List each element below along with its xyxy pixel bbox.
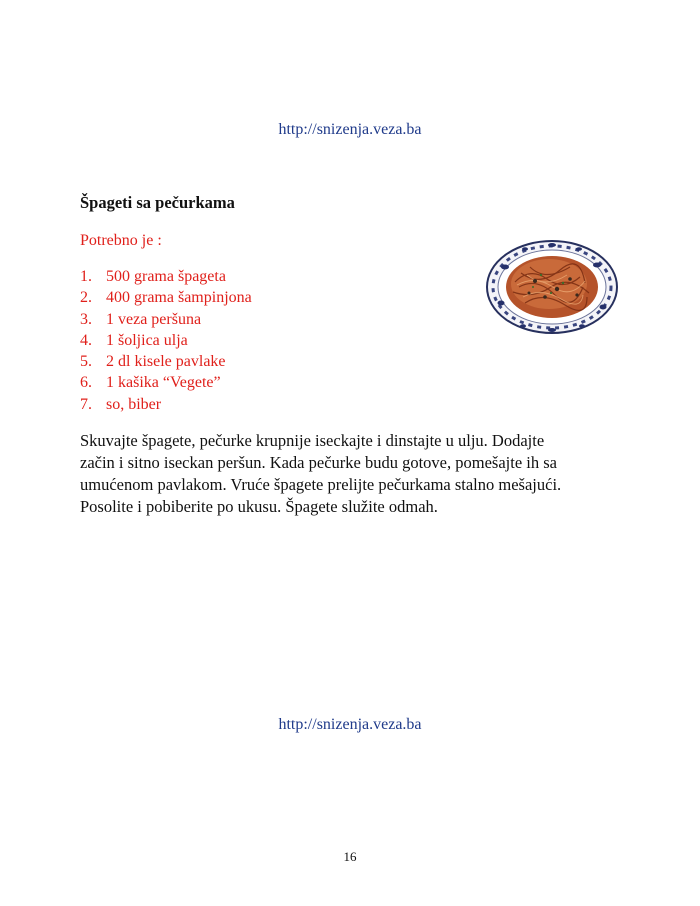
ingredient-number: 5. (80, 353, 92, 371)
ingredient-item (80, 372, 252, 393)
ingredient-number: 6. (80, 374, 92, 392)
ingredient-number: 2. (80, 289, 92, 307)
ingredient-item (80, 330, 252, 351)
ingredients-list (80, 266, 252, 415)
instructions-paragraph (80, 430, 640, 518)
ingredient-item (80, 309, 252, 330)
ingredients-heading: Potrebno je : (80, 232, 162, 249)
ingredient-number: 4. (80, 331, 92, 349)
ingredient-text: 1 šoljica ulja (106, 331, 188, 349)
ingredient-item (80, 351, 252, 372)
footer-link[interactable]: http://snizenja.veza.ba (278, 716, 422, 733)
ingredient-text: 1 kašika “Vegete” (106, 374, 221, 392)
instructions-line: Skuvajte špagete, pečurke krupnije iseckajte i dinstajte u ulju. Dodajte (80, 431, 545, 450)
header-link[interactable]: http://snizenja.veza.ba (278, 121, 422, 138)
instructions-line: začin i sitno iseckan peršun. Kada pečurke budu gotove, pomešajte ih sa (80, 453, 557, 472)
ingredient-item (80, 266, 252, 287)
ingredient-item (80, 394, 252, 415)
ingredient-text: 500 grama špageta (106, 268, 226, 285)
ingredient-number: 1. (80, 268, 92, 285)
instructions-line: Posolite i pobiberite po ukusu. Špagete služite odmah. (80, 497, 438, 516)
instructions-line: umućenom pavlakom. Vruće špagete prelijte pečurkama stalno mešajući. (80, 475, 562, 494)
ingredient-item (80, 287, 252, 308)
ingredient-text: 2 dl kisele pavlake (106, 353, 226, 371)
ingredient-text: so, biber (106, 395, 162, 413)
ingredient-number: 3. (80, 310, 92, 328)
ingredient-text: 1 veza peršuna (106, 310, 202, 328)
ingredient-number: 7. (80, 395, 92, 413)
spaghetti-plate-icon (485, 237, 619, 337)
ingredient-text: 400 grama šampinjona (106, 289, 252, 307)
recipe-title: Špageti sa pečurkama (80, 193, 235, 212)
page-number: 16 (343, 849, 357, 864)
